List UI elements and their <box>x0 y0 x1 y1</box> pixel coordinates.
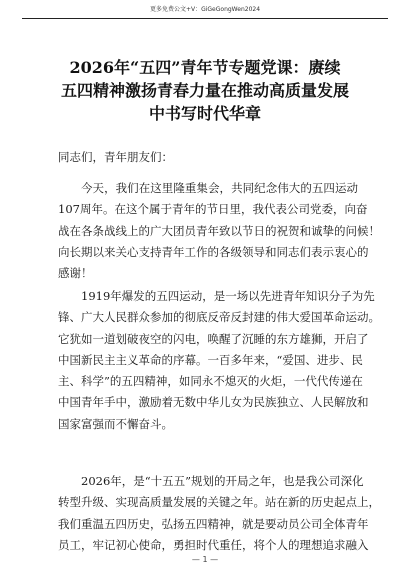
paragraph-line: 战在各条战线上的广大团员青年致以节日的祝贺和诚挚的问候！ <box>58 223 380 238</box>
document-title <box>30 56 380 125</box>
paragraph-line: 员工，牢记初心使命，勇担时代重任，将个人的理想追求融入 <box>58 537 369 552</box>
paragraph-line: 中国青年手中，激励着无数中华儿女为民族独立、人民解放和 <box>58 395 369 410</box>
paragraph-line: 主、科学”的五四精神，如同永不熄灭的火炬，一代代传递在 <box>58 374 363 389</box>
paragraph-history <box>58 286 380 435</box>
paragraph-line: 中国新民主主义革命的序幕。一百多年来，“爱国、进步、民 <box>58 352 363 367</box>
paragraph-line: 向长期以来关心支持青年工作的各级领导和同志们表示衷心的 <box>58 244 369 259</box>
header-divider <box>22 18 388 19</box>
paragraph-line: 今天，我们在这里隆重集会，共同纪念伟大的五四运动 <box>81 181 358 195</box>
paragraph-opening <box>58 178 380 284</box>
paragraph-line: 它犹如一道划破夜空的闪电，唤醒了沉睡的东方雄狮，开启了 <box>58 331 369 346</box>
paragraph-line: 我们重温五四历史，弘扬五四精神，就是要动员公司全体青年 <box>58 516 369 531</box>
paragraph-mission <box>58 471 380 556</box>
paragraph-line: 转型升级、实现高质量发展的关键之年。站在新的历史起点上， <box>58 495 380 510</box>
paragraph-line: 国家富强而不懈奋斗。 <box>58 416 173 431</box>
title-line: 五四精神激扬青春力量在推动高质量发展 <box>60 81 349 100</box>
paragraph-line: 1919年爆发的五四运动，是一场以先进青年知识分子为先 <box>81 289 375 303</box>
title-line: 中书写时代华章 <box>148 104 261 123</box>
paragraph-line: 2026年，是“十五五”规划的开局之年，也是我公司深化 <box>81 474 364 488</box>
header-note: 更多免费公文+V：GiGeGongWen2024 <box>149 6 261 13</box>
salutation: 同志们，青年朋友们： <box>58 150 173 164</box>
title-line: 2026年“五四”青年节专题党课：赓续 <box>69 58 341 77</box>
paragraph-line: 107周年。在这个属于青年的节日里，我代表公司党委，向奋 <box>58 202 368 217</box>
paragraph-line: 感谢！ <box>58 266 93 281</box>
paragraph-line: 锋、广大人民群众参加的彻底反帝反封建的伟大爱国革命运动。 <box>58 310 380 325</box>
page-number: — 1 — <box>191 555 219 564</box>
